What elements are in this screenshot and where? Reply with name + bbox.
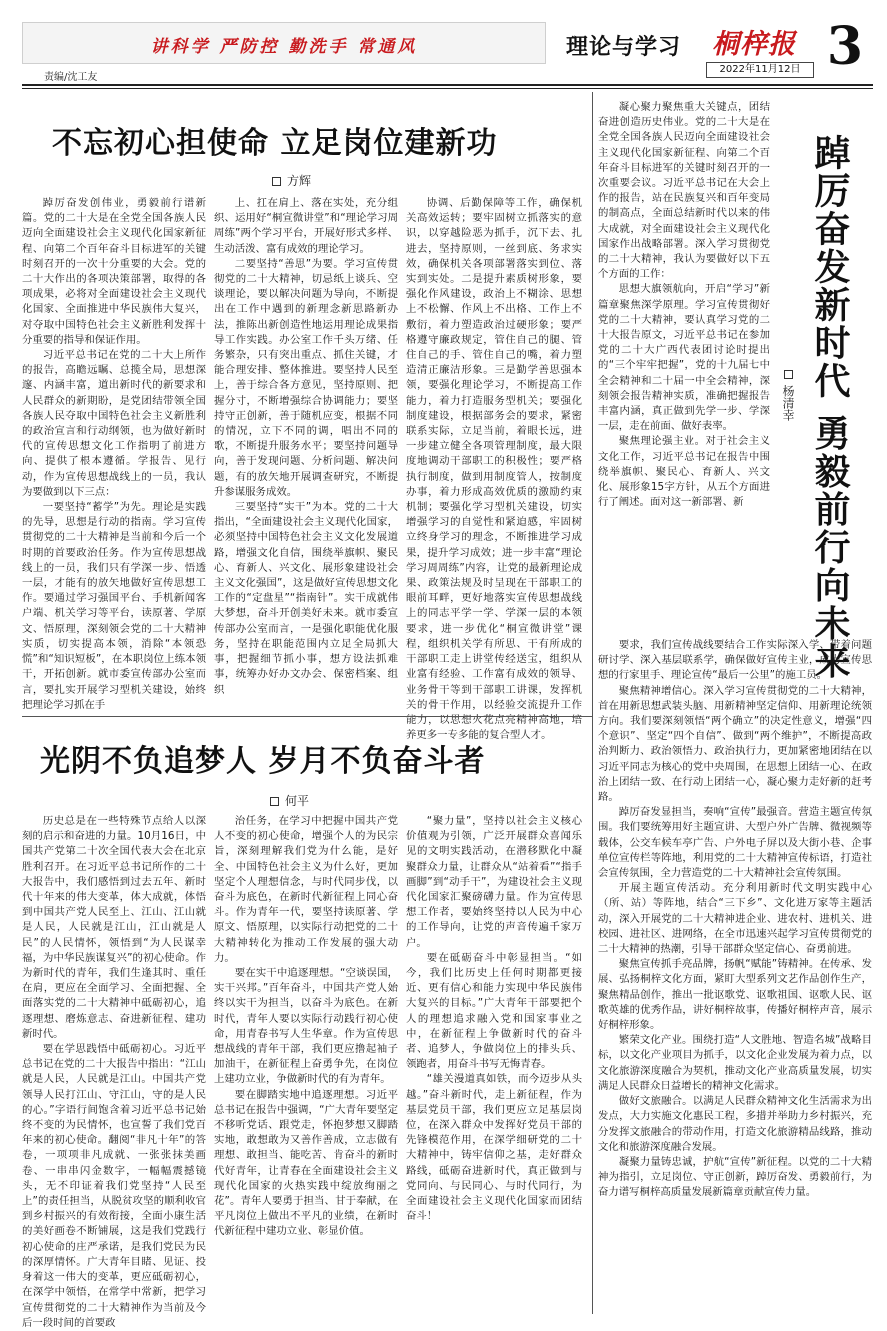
article3-column-top <box>598 100 770 636</box>
article2-author: 何平 <box>285 794 310 808</box>
paragraph: 习近平总书记在党的二十大上所作的报告，高瞻远瞩、总揽全局，思想深邃、内涵丰富，道出新时代的新要求和人民群众的新期盼，是党团结带领全国各族人民夺取中国特色社会主义新胜利的政治宣言和行动纲领，也为做好新时代的宣传思想文化工作指明了前进方向、提供了根本遵循。学报告、见行动，作为宣传思想战线上的一员，我认为要做到以下三点： <box>22 349 206 498</box>
paragraph: 聚焦精神增信心。深入学习宣传贯彻党的二十大精神，首在用新思想武装头脑、用新精神坚定信仰、用新理论统领方向。我们要深刻领悟“两个确立”的决定性意义，增强“四个意识”、坚定“四个自信”、做到“两个维护”，不断提高政治判断力、政治领悟力、政治执行力，更加紧密地团结在以习近平同志为核心的党中央周围，在思想上团结一心、在政治上团结一致、在行动上团结一心，凝心聚力走好新的赶考路。 <box>598 684 872 804</box>
article2-column-1 <box>22 814 206 1329</box>
paragraph: 凝聚力量铸忠诚，护航“宣传”新征程。以党的二十大精神为指引，立足岗位、守正创新，踔厉奋发、勇毅前行，为奋力谱写桐梓高质量发展新篇章贡献宣传力量。 <box>598 1155 872 1199</box>
paragraph: 要在脚踏实地中追逐理想。习近平总书记在报告中强调，“广大青年要坚定不移听党话、跟党走，怀抱梦想又脚踏实地，敢想敢为又善作善成，立志做有理想、敢担当、能吃苦、肯奋斗的新时代好青年，让青春在全面建设社会主义现代化国家的火热实践中绽放绚丽之花”。青年人要勇于担当、甘于奉献，在平凡岗位上做出不平凡的业绩，在新时代新征程中建功立业、彰显价值。 <box>214 1088 398 1238</box>
column-divider <box>592 92 593 1314</box>
article1-column-1 <box>22 196 206 711</box>
byline-square-icon <box>784 370 793 379</box>
paragraph: 治任务，在学习中把握中国共产党人不变的初心使命，增强个人的为民宗旨，深刻理解我们党为什么能，是好全、中国特色社会主义为什么好，更加坚定个人理想信念，与时代同步伐，以奋斗为底色，在新时代新征程上同心奋斗。作为青年一代，要坚持读原著、学原文、悟原理，以实际行动把党的二十大精神转化为推动工作发展的强大动力。 <box>214 815 398 964</box>
article2-column-2 <box>214 814 398 1314</box>
article2-byline <box>270 792 309 809</box>
paragraph: 一要坚持“蓄学”为先。理论是实践的先导，思想是行动的指南。学习宣传贯彻党的二十大精神是当前和今后一个时期的首要政治任务。作为宣传思想战线上的一员，我们只有学深一步、悟透一层，才能有的放矢地做好宣传思想工作。要通过学习强国平台、手机新闻客户端、机关学习等平台，读原著、学原文、悟原理，深刻领会党的二十大精神实质，切实提高本领，消除“本领恐慌”和“知识短板”，在本职岗位上练本领干，开拓创新。就市委宣传部办公室而言，要扎实开展学习型机关建设，始终把理论学习抓在手 <box>22 501 206 711</box>
column-name: 理论与学习 <box>566 34 682 60</box>
slogan-banner <box>22 22 546 64</box>
paragraph: 二要坚持“善思”为要。学习宣传贯彻党的二十大精神，切忌纸上谈兵、空谈理论，要以解决问题为导向，不断提出在工作中遇到的新理念新思路新办法，推陈出新创造性地运用理论成果指导工作实践。办公室工作千头万绪、任务繁杂，只有突出重点、抓住关键，才能合理安排、整体推进。要坚持人民至上，善于综合各方意见，坚持原则、把握分寸，不断增强综合协调能力；要坚持守正创新，善于随机应变，根据不同的情况，立下不同的调，唱出不同的歌，不断提升服务水平；要坚持问题导向，善于发现问题、分析问题、解决问题，有的放矢地开展调查研究，不断提升参谋服务成效。 <box>214 257 398 498</box>
article-divider <box>22 716 592 717</box>
article3-title: 踔厉奋发新时代 勇毅前行向未来 <box>809 134 851 681</box>
paragraph: 踔厉奋发创伟业，勇毅前行谱新篇。党的二十大是在全党全国各族人民迈向全面建设社会主义现代化国家新征程、向第二个百年奋斗目标进军的关键时刻召开的一次十分重要的大会。党的二十大作出的各项决策部署，取得的各项成果，必将对全面建设社会主义现代化国家、全面推进中华民族伟大复兴，对夺取中国特色社会主义新胜利发挥十分重要的指导和保证作用。 <box>22 197 206 346</box>
article3-byline <box>780 370 797 421</box>
article1-column-3 <box>406 196 582 742</box>
paragraph: 三要坚持“实干”为本。党的二十大指出，“全面建设社会主义现代化国家，必须坚持中国特色社会主义文化发展道路，增强文化自信，围绕举旗帜、聚民心、育新人、兴文化、展形象建设社会主义文化强国”，这是做好宣传思想文化工作的“定盘星”“指南针”。实干成就伟大梦想，奋斗开创美好未来。就市委宣传部办公室而言，一是强化职能优化服务，坚持在职能范围内立足全局抓大事，把握细节抓小事，想方设法抓难事，统筹办好办文办会、保密档案、组织 <box>214 501 398 696</box>
article2-column-3 <box>406 814 582 1314</box>
editor-line: 责编/沈工友 <box>44 72 98 83</box>
paragraph: 协调、后勤保障等工作，确保机关高效运转；要牢固树立抓落实的意识，以穿越险恶为抓手，沉下去、扎进去，坚持原则，一丝到底、务求实效，确保机关各项部署落实到位、落实到实处。二是提升素质树形象，要强化作风建设，政治上不糊涂、思想上不松懈、作风上不出格、工作上不敷衍，着力塑造政治过硬形象；要严格遵守廉政规定，管住自己的腿、管住自己的手、管住自己的嘴，着力塑造清正廉洁形象。三是勤学善思强本领，要强化理论学习，不断提高工作能力，着力打造服务型机关；要强化制度建设，根据部务会的要求，紧密联系实际，立足当前，着眼长远，进一步建立健全各项管理制度，最大限度地调动干部职工的积极性；要严格执行制度，做到用制度管人，按制度办事，着力形成高效优质的激励约束机制；要强化学习型机关建设，切实增强学习的自觉性和紧迫感，牢固树立终身学习的理念，不断推进学习成果，提升学习成效；进一步丰富“理论学习周周练”内容，让党的最新理论成果、政策法规及时呈现在干部职工的眼前耳畔，更好地落实宣传思想战线上的同志平学一学、学深一层的本领要求，进一步优化“桐宣微讲堂”课程，组织机关学有所思、干有所成的干部职工走上讲堂传经送宝，组织从业富有经验、工作富有成效的领导、业务骨干等到干部职工讲课，发挥机关的骨干作用，以经验交流提升工作能力，以思想火花点亮精神高地，培养更多一专多能的复合型人才。 <box>406 197 582 742</box>
paragraph: 要在砥砺奋斗中彰显担当。“如今，我们比历史上任何时期都更接近、更有信心和能力实现中华民族伟大复兴的目标。”广大青年干部要把个人的理想追求融入党和国家事业之中，在新征程上争做新时代的奋斗者、追梦人，争做岗位上的排头兵、领跑者，用奋斗书写无悔青春。 <box>406 951 582 1071</box>
paragraph: “雄关漫道真如铁，而今迈步从头越。”奋斗新时代，走上新征程，作为基层党员干部，我们更应立足基层岗位，在深入群众中发挥好党员干部的先锋模范作用，在深学细研党的二十大精神中，铸牢信仰之基，走好群众路线，砥砺奋进新时代，真正做到与党同向、与民同心、与时代同行，为全面建设社会主义现代化国家而团结奋斗！ <box>406 1073 582 1223</box>
header-rule <box>22 84 873 86</box>
paragraph: 思想大旗领航向，开启“学习”新篇章聚焦深学原理。学习宣传贯彻好党的二十大精神，要认真学习党的二十大报告原文，习近平总书记在参加党的二十大广西代表团讨论时提出的“三个牢牢把握”，党的十九届七中全会精神和二十届一中全会精神，深刻领会报告精神实质，准确把握报告丰富内涵，真正做到先学一步、学深一层，走在前面、做好表率。 <box>598 283 770 433</box>
byline-square-icon <box>270 797 279 806</box>
paragraph: 要求，我们宣传战线要结合工作实际深入学、带着问题研讨学、深入基层联系学，确保做好宣传主业，成为宣传思想的行家里手、理论宣传“最后一公里”的施工员。 <box>598 639 872 682</box>
paper-name: 桐梓报 <box>712 29 796 60</box>
paragraph: 历史总是在一些特殊节点给人以深刻的启示和奋进的力量。10月16日，中国共产党第二十次全国代表大会在北京胜利召开。在习近平总书记所作的二十大报告中，我们感悟到过去五年、新时代十年来的伟大变革，体大成就，体悟到中国共产党人民至上、江山、江山就是人民，人民就是江山，江山就是人民”的人民情怀，领悟到“为人民谋幸福，为中华民族谋复兴”的初心使命。作为新时代的青年，我们生逢其时、重任在肩，更应在全面学习、全面把握、全面落实党的二十大精神中砥砺初心，追逐理想、磨炼意志、奋进新征程、建功新时代。 <box>22 815 206 1040</box>
paragraph: 凝心聚力聚焦重大关键点，团结奋进创造历史伟业。党的二十大是在全党全国各族人民迈向全面建设社会主义现代化国家新征程、向第二个百年奋斗目标进军的关键时刻召开的一次重要会议。习近平总书记在大会上作的报告，站在民族复兴和百年变局的制高点，全面总结新时代以来的伟大成就，对全面建设社会主义现代化国家作出战略部署。深入学习贯彻党的二十大精神，我认为要做好以下五个方面的工作： <box>598 101 770 281</box>
paragraph: 做好文旅融合。以满足人民群众精神文化生活需求为出发点，大力实施文化惠民工程，多措并举助力乡村振兴，充分发挥文旅融合的带动作用，打造文化旅游精品线路，推动文化和旅游深度融合发展。 <box>598 1095 872 1153</box>
paragraph: 要在学思践悟中砥砺初心。习近平总书记在党的二十大报告中指出：“江山就是人民，人民就是江山。中国共产党领导人民打江山、守江山，守的是人民的心。”字语行间饱含着习近平总书记始终不变的为民情怀，也宣誓了我们党百年来的初心使命。翻阅“非凡十年”的答卷，一项项非凡成就、一张张抹美画卷、一串串闪金数字，一幅幅震撼镜头，无不印证着我们党坚持“人民至上”的责任担当，从脱贫攻坚的顺利收官到乡村振兴的有效衔接，全面小康生活的美好画卷不断铺展，这是我们党践行初心使命的庄严承诺，是我们党民为民的深厚情怀。广大青年目睹、见证、投身着这一伟大的变革，更应砥砺初心，在深学中领悟，在常学中常新，把学习宣传贯彻党的二十大精神作为当前及今后一段时间的首要政 <box>22 1043 206 1329</box>
paragraph: 上、扛在肩上、落在实处，充分组织、运用好“桐宣微讲堂”和“理论学习周周练”两个学习平台，开展好形式多样、生动活泼、富有成效的理论学习。 <box>214 197 398 255</box>
paragraph: “聚力量”，坚持以社会主义核心价值观为引领，广泛开展群众喜闻乐见的文明实践活动，在潜移默化中凝聚群众力量，让群众从“站着看”“指手画脚”到“动手干”，为建设社会主义现代化国家汇聚磅礴力量。作为宣传思想工作者，要始终坚持以人民为中心的工作导向，让党的声音传遍千家万户。 <box>406 815 582 949</box>
article1-byline <box>272 172 311 189</box>
slogan-text: 讲科学 严防控 勤洗手 常通风 <box>150 37 418 57</box>
paragraph: 开展主题宣传活动。充分利用新时代文明实践中心（所、站）等阵地，结合“三下乡”、文化进万家等主题活动，深入开展党的二十大精神进企业、进农村、进机关、进校园、进社区、进网络，在全市迅速兴起学习宣传贯彻党的二十大精神的热潮，引导干部群众坚定信心、奋勇前进。 <box>598 882 872 956</box>
paragraph: 聚焦理论强主业。对于社会主义文化工作，习近平总书记在报告中围绕举旗帜、聚民心、育新人、兴文化、展形象15字方针，从五个方面进行了阐述。面对这一新部署、新 <box>598 435 770 509</box>
article3-author: 杨清幸 <box>781 385 795 421</box>
paragraph: 聚焦宣传抓手亮品牌，扬帆“赋能”铸精神。在传承、发展、弘扬桐梓文化方面，紧盯大型系列文艺作品创作生产，聚焦精品创作，推出一批讴歌党、讴歌祖国、讴歌人民、讴歌英雄的优秀作品，讲好桐梓故事，传播好桐梓声音，展示好桐梓形象。 <box>598 958 872 1032</box>
article1-title: 不忘初心担使命 立足岗位建新功 <box>52 126 498 161</box>
article1-column-2 <box>214 196 398 696</box>
article2-title: 光阴不负追梦人 岁月不负奋斗者 <box>40 744 486 779</box>
article3-column-bottom <box>598 638 872 1316</box>
byline-square-icon <box>272 177 281 186</box>
header-rule-thin <box>22 88 873 89</box>
paragraph: 繁荣文化产业。围绕打造“人文胜地、智造名城”战略目标，以文化产业项目为抓手，以文化企业发展为着力点，以文化旅游深度融合为契机，推动文化产业高质量发展，切实满足人民群众日益增长的精神文化需求。 <box>598 1034 872 1092</box>
issue-date: 2022年11月12日 <box>706 62 814 78</box>
paragraph: 要在实干中追逐理想。“空谈误国，实干兴邦。”百年奋斗，中国共产党人始终以实干为担当，以奋斗为底色。在新时代，青年人要以实际行动践行初心使命，用青春书写人生华章。作为宣传思想战线的青年干部，我们更应撸起袖子加油干，在新征程上奋勇争先，在岗位上建功立业，争做新时代的有为青年。 <box>214 967 398 1086</box>
article1-author: 方辉 <box>287 174 312 188</box>
page-number: 3 <box>826 16 864 77</box>
paragraph: 踔厉奋发显担当，奏响“宣传”最强音。营造主题宣传氛围。我们要统筹用好主题宣讲、大型户外广告牌、微视频等载体，公交车候车亭广告、户外电子屏以及大街小巷、企事单位宣传栏等阵地，利用党的二十大精神宣传标语，打造社会宣传氛围，全力营造党的二十大精神社会宣传氛围。 <box>598 806 872 880</box>
